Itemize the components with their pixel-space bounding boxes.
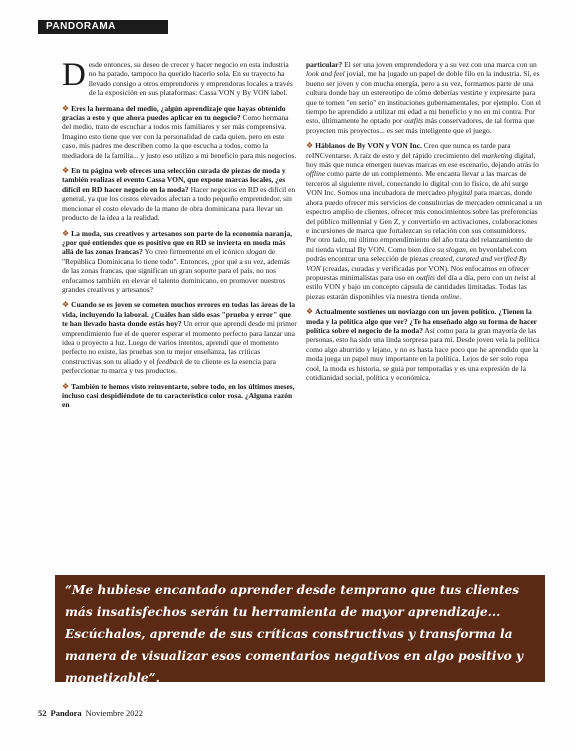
answer-6b-part: , en byvonlabel.com podrás encontrar una selección de piezas [306,244,527,264]
answer-6b-emphasis: twist [514,272,529,282]
intro-paragraph [62,57,298,98]
question-6: Háblanos de By VON y VON Inc. [315,141,422,151]
answer-3-part: Yo creo firmemente en el icónico [144,247,247,257]
answer-6b-emphasis: created, curated and verified By VON [306,254,527,273]
drop-cap: D [62,57,86,93]
answer-4-part: de tu cliente es la esencia para perfeccionar tu marca y tus productos. [62,356,276,376]
circle-bullet-icon: ❖ [62,166,70,176]
qa-block-3 [62,229,298,295]
question-5: También te hemos visto reinventarte, sobre todo, en los últimos meses, incluso casi despidiéndote de tu característico color rosa. ¿Alguna razón en [62,381,295,410]
answer-5-part: jovial, me ha jugado un papel de doble filo en la industria. Sí, es bueno ser joven y con mucha energía, pero a su vez, formamos parte de una cultura donde hay un estereotipo de cómo deberías vestirte y expresarte para que te tomen "en serio" en instituciones gubernamentales, por ejemplo. Con el tiempo he aprendido a utilizar mi edad a mi beneficio y no en mi contra. Por esto, últimamente he optado por [306,69,542,126]
question-3: La moda, sus creativos y artesanos son parte de la economía naranja, ¿por qué entiendes que es positivo que en RD se invierta en moda más allá de las zonas francas? [62,228,293,257]
qa-block-7 [306,307,542,382]
article-column-left [62,57,298,416]
qa-block-4 [62,300,298,375]
answer-5-part: más conservadores, de tal forma que proyecten mis proyectos... es ser más inteligente que el juego. [306,116,535,135]
answer-4-emphasis: feedback [156,356,184,366]
qa-block-1 [62,104,298,160]
qa-block-5-cont [306,60,542,135]
answer-6b-part: Por otro lado, mi último emprendimiento del año trata del relanzamiento de mi tienda virtual By VON. Como bien dice su [306,235,533,254]
answer-6b-part: . [459,291,462,301]
answer-5-emphasis: look and feel [306,69,345,79]
circle-bullet-icon: ❖ [62,381,70,391]
page-number: 52 [38,708,47,718]
question-1: Eres la hermana del medio, ¿algún aprendizaje que hayas obtenido gracias a esto y que ahora puedes aplicar en tu negocio? [62,103,286,123]
qa-block-2 [62,166,298,222]
answer-6-emphasis: marketing [481,150,513,160]
circle-bullet-icon: ❖ [62,300,70,310]
pull-quote: “Me hubiese encantado aprender desde temprano que tus clientes más insatisfechos serán tu herramienta de mayor aprendizaje... Escúchalos, aprende de sus críticas constructivas y transforma la manera de visualizar esos comentarios negativos en algo positivo y monetizable”. [55,575,545,682]
answer-4-part: Un error que aprendí desde mi primer emprendimiento fue el de querer esperar el momento perfecto para lanzar una idea o proyecto a luz. Luego de varios intentos, aprendí que el momento perfecto no existe, las pruebas son tu mejor enseñanza, las críticas constructivas son tu aliado y el [62,319,297,366]
answer-6b-part: del día a día, pero con un [434,272,515,282]
answer-6-part: para marcas, donde ahora puedo ofrecer mis servicios de consultorías de mercadeo omnicanal a un espectro amplio de clientes, ofrecer mis conocimientos sobre las preferencias del público millennial y Gen Z, y convertirlo en activaciones, colaboraciones e incursiones de marca que fortalezcan su relación con sus consumidores. [306,188,542,235]
qa-block-6 [306,141,542,235]
answer-6-part: digital, hoy más que nunca emergen nuevas marcas en ese escenario, dejando atrás lo [306,150,539,170]
page-footer [38,708,143,718]
qa-block-5 [62,382,298,410]
question-2: En tu página web ofreces una selección curada de piezas de moda y también realizas el evento Cassa VON, que expone marcas locales, ¿es difícil en RD hacer negocio en la moda? [62,166,286,194]
circle-bullet-icon: ❖ [306,307,314,317]
circle-bullet-icon: ❖ [306,141,314,151]
answer-6b-part: (creadas, curadas y verificadas por VON). Nos enfocamos en ofrecer propuestas minimalistas para uso en [306,263,530,282]
answer-5-emphasis: outfits [404,116,424,126]
answer-6b-emphasis: slogan [445,244,466,254]
question-4: Cuando se es joven se cometen muchos errores en todas las áreas de la vida, incluyendo la laboral. ¿Cuáles han sido esas "prueba y error" que te han llevado hasta donde estás hoy? [62,300,296,329]
answer-1: Como hermana del medio, trato de escuchar a todos mis familiares y ser más comprensiva. Imagino esto tiene que ver con la personalidad de cada quien, pero en este caso, mis padres me describen como la que escucha a todos, como la mediadora de la familia... y justo eso utilizo a mi beneficio para mis negocios. [62,113,297,160]
answer-6-part: Creo que nunca es tarde para reINCventarse. A raíz de esto y del rápido crecimiento del [306,141,511,160]
magazine-name: Pandora [50,708,82,718]
issue-date: Noviembre 2022 [85,708,144,718]
answer-6b-emphasis: online [440,291,460,301]
question-5-cont: particular? [306,60,343,69]
answer-6-continued [306,235,542,301]
answer-2: Hacer negocios en RD es difícil en general, ya que los costos elevados afectan a todo pequeño emprendedor, sin mencionar el costo elevado de la mano de obra dominicana para llevar un producto de la idea a la realidad. [62,184,296,223]
answer-6-emphasis: offline [306,169,326,179]
section-tag: PANDORAMA [38,20,168,34]
circle-bullet-icon: ❖ [62,228,70,238]
answer-6-part: como parte de un complemento. Me encanta llevar a las marcas de terceros al siguiente nivel, conectando lo digital con lo físico, de ahí surge VON Inc. Somos una incubadora de mercadeo [306,169,529,198]
circle-bullet-icon: ❖ [62,103,70,113]
article-column-right [306,60,542,388]
answer-5-part: El ser una joven emprendedora y a su vez con una marca con un [344,60,537,69]
answer-6b-part: al estilo VON y bajo un concepto cápsula de cantidades limitadas. Todas las piezas estarán disponibles vía nuestra tienda [306,272,536,301]
intro-text: esde entonces, su deseo de crecer y hacer negocio en esta industria no ha parado, tampoco ha querido hacerlo sola. En su trayecto ha llevado consigo a otros emprendores y emprendoras locales a través de la exposición en sus plataformas: Cassa VON y By VON label. [88,60,293,98]
answer-7: Así como para la gran mayoría de las personas, esto ha sido una linda sorpresa para mí. Desde joven veía la política como algo aburrido y lejano, y no es hasta hace poco que he aprendido que la moda juega un papel muy importante en la política. Lejos de ser solo ropa cool, la moda es historia, se guía por temporadas y es una expresión de la cotidianidad social, política y económica. [306,325,540,382]
answer-6b-emphasis: outfits [416,272,435,282]
answer-3-emphasis: slogan [246,247,267,257]
answer-3-part: de "República Dominicana lo tiene todo". Entonces, ¿por qué a su vez, además de las zonas francas, que significan un gran soporte para el país, no nos enfocamos también en elevar el talento dominicano, en promover nuestros grandes creativos y artesanos? [62,247,290,294]
answer-6-emphasis: phygital [447,188,473,198]
question-7: Actualmente sostienes un noviazgo con un joven político. ¿Tienen la moda y la política algo que ver? ¿Te ha enseñado algo su forma de hacer política sobre el negocio de la moda? [306,307,537,335]
